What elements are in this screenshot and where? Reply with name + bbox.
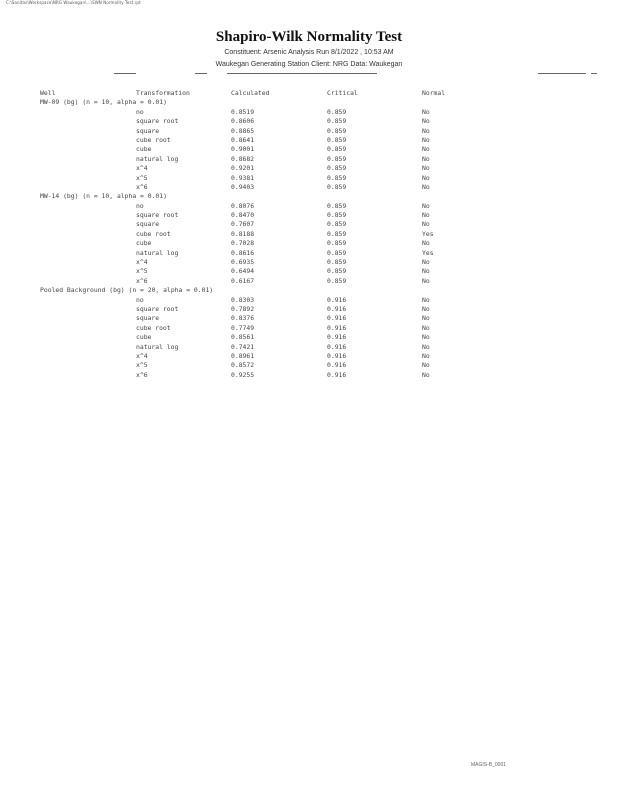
table-row [40, 174, 600, 183]
cell-transformation: square root [136, 304, 179, 313]
table-row [40, 296, 600, 305]
cell-calculated: 0.9255 [231, 370, 255, 379]
header-rule-left [114, 73, 136, 74]
cell-calculated: 0.9201 [231, 164, 255, 173]
cell-transformation: natural log [136, 342, 179, 351]
cell-calculated: 0.7892 [231, 304, 255, 313]
cell-normal: No [422, 145, 430, 154]
cell-calculated: 0.8572 [231, 361, 255, 370]
cell-critical: 0.916 [327, 323, 347, 332]
cell-normal: No [422, 314, 430, 323]
table-row [40, 155, 600, 164]
cell-normal: No [422, 135, 430, 144]
cell-critical: 0.916 [327, 304, 347, 313]
cell-normal: No [422, 220, 430, 229]
cell-calculated: 0.7607 [231, 220, 255, 229]
table-row [40, 117, 600, 126]
cell-critical: 0.859 [327, 267, 347, 276]
cell-calculated: 0.6935 [231, 258, 255, 267]
table-row [40, 230, 600, 239]
well-group-header [40, 192, 600, 201]
cell-normal: No [422, 351, 430, 360]
table-row [40, 136, 600, 145]
table-row [40, 127, 600, 136]
cell-transformation: cube [136, 145, 152, 154]
cell-critical: 0.859 [327, 239, 347, 248]
cell-calculated: 0.8519 [231, 107, 255, 116]
report-file-path: C:\Sanitas\Workspace\NRG Waukegan\...\SWN Normality Test.rpt [6, 0, 141, 5]
cell-normal: No [422, 323, 430, 332]
cell-transformation: square root [136, 117, 179, 126]
cell-transformation: natural log [136, 248, 179, 257]
cell-critical: 0.916 [327, 333, 347, 342]
table-row [40, 258, 600, 267]
cell-critical: 0.916 [327, 351, 347, 360]
cell-normal: No [422, 126, 430, 135]
cell-critical: 0.859 [327, 276, 347, 285]
cell-transformation: cube [136, 239, 152, 248]
header-rule-end [591, 73, 597, 74]
table-row [40, 202, 600, 211]
cell-calculated: 0.8606 [231, 117, 255, 126]
table-row [40, 333, 600, 342]
table-row [40, 220, 600, 229]
table-row [40, 249, 600, 258]
cell-critical: 0.859 [327, 248, 347, 257]
cell-transformation: square [136, 220, 160, 229]
table-row [40, 361, 600, 370]
cell-transformation: square [136, 314, 160, 323]
header-calculated: Calculated [231, 89, 270, 97]
cell-normal: No [422, 211, 430, 220]
table-row [40, 183, 600, 192]
cell-normal: Yes [422, 229, 434, 238]
cell-critical: 0.916 [327, 361, 347, 370]
cell-critical: 0.859 [327, 135, 347, 144]
cell-calculated: 0.8682 [231, 154, 255, 163]
cell-critical: 0.859 [327, 173, 347, 182]
table-row [40, 145, 600, 154]
well-group-label: Pooled Background (bg) (n = 20, alpha = 0.01) [40, 286, 214, 295]
cell-calculated: 0.6494 [231, 267, 255, 276]
cell-transformation: x^4 [136, 164, 148, 173]
cell-calculated: 0.8961 [231, 351, 255, 360]
table-row [40, 305, 600, 314]
cell-critical: 0.859 [327, 145, 347, 154]
cell-transformation: cube [136, 333, 152, 342]
cell-critical: 0.859 [327, 182, 347, 191]
cell-transformation: cube root [136, 135, 171, 144]
well-group-header [40, 98, 600, 107]
cell-transformation: x^4 [136, 258, 148, 267]
cell-transformation: cube root [136, 323, 171, 332]
cell-critical: 0.859 [327, 211, 347, 220]
table-row [40, 108, 600, 117]
cell-normal: No [422, 370, 430, 379]
cell-calculated: 0.8641 [231, 135, 255, 144]
cell-calculated: 0.7421 [231, 342, 255, 351]
cell-critical: 0.916 [327, 314, 347, 323]
cell-critical: 0.916 [327, 295, 347, 304]
table-header-row [40, 89, 600, 98]
cell-normal: No [422, 107, 430, 116]
table-row [40, 343, 600, 352]
cell-transformation: no [136, 107, 144, 116]
cell-normal: No [422, 276, 430, 285]
well-group-label: MW-09 (bg) (n = 10, alpha = 0.01) [40, 98, 167, 107]
cell-normal: No [422, 201, 430, 210]
cell-normal: No [422, 304, 430, 313]
header-critical: Critical [327, 89, 358, 97]
cell-calculated: 0.8188 [231, 229, 255, 238]
cell-transformation: square root [136, 211, 179, 220]
normality-table [40, 89, 600, 380]
cell-normal: No [422, 342, 430, 351]
header-well: Well [40, 89, 56, 97]
page-footer-id: MAGIS-B_0001 [471, 762, 507, 768]
cell-critical: 0.859 [327, 107, 347, 116]
cell-calculated: 0.8865 [231, 126, 255, 135]
cell-critical: 0.916 [327, 370, 347, 379]
table-row [40, 371, 600, 380]
cell-transformation: x^5 [136, 173, 148, 182]
cell-critical: 0.916 [327, 342, 347, 351]
cell-calculated: 0.8470 [231, 211, 255, 220]
table-row [40, 211, 600, 220]
cell-transformation: x^6 [136, 182, 148, 191]
report-subtitle-analysis: Constituent: Arsenic Analysis Run 8/1/2022 , 10:53 AM [224, 49, 394, 56]
header-rule-center [227, 73, 377, 74]
table-row [40, 314, 600, 323]
cell-normal: No [422, 182, 430, 191]
cell-critical: 0.859 [327, 220, 347, 229]
cell-calculated: 0.9381 [231, 173, 255, 182]
cell-transformation: no [136, 295, 144, 304]
cell-normal: Yes [422, 248, 434, 257]
cell-transformation: no [136, 201, 144, 210]
cell-critical: 0.859 [327, 154, 347, 163]
report-subtitle-site: Waukegan Generating Station Client: NRG Data: Waukegan [215, 61, 403, 68]
table-row [40, 267, 600, 276]
report-title: Shapiro-Wilk Normality Test [215, 29, 403, 45]
table-row [40, 164, 600, 173]
cell-calculated: 0.8076 [231, 201, 255, 210]
cell-calculated: 0.6167 [231, 276, 255, 285]
cell-normal: No [422, 333, 430, 342]
cell-normal: No [422, 295, 430, 304]
table-row [40, 277, 600, 286]
well-group-header [40, 286, 600, 295]
header-rule-right [538, 73, 586, 74]
cell-normal: No [422, 173, 430, 182]
cell-normal: No [422, 164, 430, 173]
cell-critical: 0.859 [327, 229, 347, 238]
cell-transformation: x^5 [136, 361, 148, 370]
well-group-label: MW-14 (bg) (n = 10, alpha = 0.01) [40, 192, 167, 201]
cell-calculated: 0.7749 [231, 323, 255, 332]
cell-calculated: 0.7028 [231, 239, 255, 248]
cell-normal: No [422, 154, 430, 163]
header-normal: Normal [422, 89, 446, 97]
cell-critical: 0.859 [327, 117, 347, 126]
cell-transformation: x^4 [136, 351, 148, 360]
cell-normal: No [422, 258, 430, 267]
cell-calculated: 0.8376 [231, 314, 255, 323]
cell-normal: No [422, 361, 430, 370]
cell-calculated: 0.9403 [231, 182, 255, 191]
cell-critical: 0.859 [327, 258, 347, 267]
cell-calculated: 0.8303 [231, 295, 255, 304]
cell-critical: 0.859 [327, 126, 347, 135]
cell-critical: 0.859 [327, 164, 347, 173]
cell-normal: No [422, 267, 430, 276]
cell-transformation: natural log [136, 154, 179, 163]
cell-calculated: 0.8616 [231, 248, 255, 257]
header-rule-mid [195, 73, 207, 74]
cell-normal: No [422, 117, 430, 126]
table-row [40, 239, 600, 248]
header-transformation: Transformation [136, 89, 190, 97]
cell-transformation: x^5 [136, 267, 148, 276]
cell-calculated: 0.8561 [231, 333, 255, 342]
cell-transformation: x^6 [136, 370, 148, 379]
cell-transformation: x^6 [136, 276, 148, 285]
cell-calculated: 0.9001 [231, 145, 255, 154]
cell-transformation: square [136, 126, 160, 135]
cell-critical: 0.859 [327, 201, 347, 210]
cell-normal: No [422, 239, 430, 248]
table-row [40, 324, 600, 333]
table-row [40, 352, 600, 361]
cell-transformation: cube root [136, 229, 171, 238]
